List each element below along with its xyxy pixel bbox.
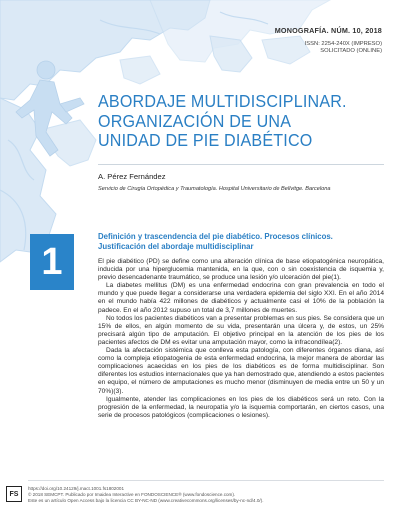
body-paragraph: Igualmente, atender las complicaciones en los pies de los diabéticos será un reto. Con la progresión de la enfermedad, la neuropatía y/o la isquemia comportarán, en ciertos casos, una serie de procesos patológicos (complicaciones o lesiones). — [98, 395, 384, 419]
footer-info — [28, 486, 388, 505]
title-divider — [98, 164, 384, 165]
footer-divider — [28, 480, 384, 481]
issue-label: MONOGRAFÍA. NÚM. 10, 2018 — [274, 26, 382, 35]
section-number-badge — [30, 234, 74, 290]
title-line-1: ABORDAJE MULTIDISCIPLINAR. — [98, 91, 347, 111]
section-number: 1 — [41, 241, 63, 283]
doi-link[interactable]: https://doi.org/10.24129/j.mact.1001.fs1802001 — [28, 486, 125, 491]
body-paragraph: No todos los pacientes diabéticos van a presentar problemas en sus pies. Se considera que un 15% de ellos, en algún momento de su vida, presentarán una úlcera y, de estos, un 25% precisará algún tipo de amputación. El objetivo principal en la atención de los pies de los pacientes afectos de DM es evitar una amputación mayor, como la infracondílea(2). — [98, 314, 384, 346]
section-heading-line-2: Justificación del abordaje multidisciplinar — [98, 242, 254, 251]
article-body — [98, 258, 384, 420]
issn-print: ISSN: 2254-240X (IMPRESO) — [304, 41, 382, 47]
issn-online: SOLICITADO (ONLINE) — [320, 48, 382, 55]
body-paragraph: La diabetes mellitus (DM) es una enfermedad endocrina con gran prevalencia en todo el mundo y que puede llegar a considerarse una verdadera epidemia del siglo XXI. En el año 2014 en el mundo había 422 millones de diabéticos y actualmente casi el 10% de la población la padece. En el año 2012 supuso un total de 3,7 millones de muertes. — [98, 282, 384, 314]
license-line: Este es un artículo Open Access bajo la licencia CC BY-NC-ND (www.creativecommons.org/licenses/by-nc-nd/4.0/). — [28, 498, 264, 504]
body-paragraph: Dada la afectación sistémica que conlleva esta patología, con diferentes órganos diana, así como la compleja etiopatogenia de esta enfermedad endocrina, la mejor manera de abordar las complicaciones acaecidas en los pies de los diabéticos es de forma multidisciplinar. Son diferentes los estudios internacionales que ya han demostrado que, atendiendo a estos pacientes en equipo, el número de amputaciones es mucho menor (disminuyen de media entre un 50 y un 70%)(3). — [98, 347, 384, 395]
author-name: A. Pérez Fernández — [98, 172, 166, 181]
title-line-3: UNIDAD DE PIE DIABÉTICO — [98, 130, 313, 150]
body-paragraph: El pie diabético (PD) se define como una alteración clínica de base etiopatogénica neuropática, inducida por una hiperglucemia mantenida, en la que, con o sin coexistencia de isquemia y, previo desencadenante traumático, se produce una lesión y/o ulceración del pie(1). — [98, 258, 384, 282]
section-heading — [98, 232, 388, 252]
journal-meta — [275, 26, 382, 55]
fondoscience-logo: FS — [6, 486, 22, 502]
title-line-2: ORGANIZACIÓN DE UNA — [98, 110, 292, 131]
section-heading-line-1: Definición y trascendencia del pie diabético. Procesos clínicos. — [98, 232, 333, 241]
author-affiliation: Servicio de Cirugía Ortopédica y Traumatología. Hospital Universitario de Bellvitge. Barcelona — [98, 186, 331, 192]
article-title — [98, 92, 388, 151]
copyright-line: © 2018 SEMCPT. Publicado por Imaidea Interactive en FONDOSCIENCE® (www.fondoscience.com). — [28, 492, 236, 498]
